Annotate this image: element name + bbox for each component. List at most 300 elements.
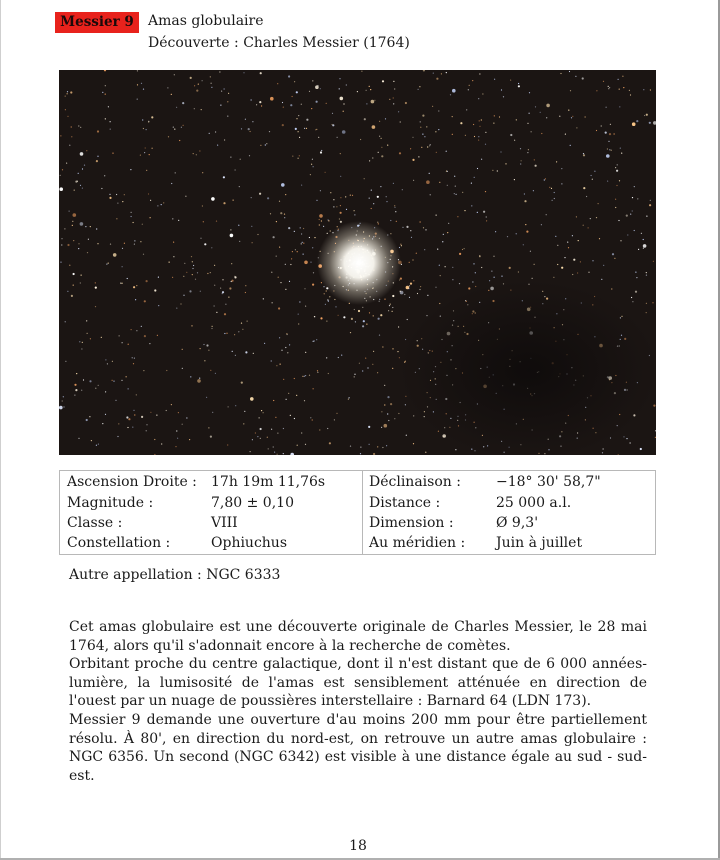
star (208, 427, 209, 428)
star (615, 199, 616, 200)
star (227, 116, 228, 117)
object-badge: Messier 9 (55, 12, 139, 33)
star (518, 271, 519, 272)
star (78, 438, 79, 439)
star (128, 418, 130, 420)
star (653, 405, 655, 407)
star (64, 228, 65, 229)
star (158, 305, 159, 306)
star (429, 173, 430, 174)
star (571, 117, 572, 118)
star (646, 216, 647, 217)
star (361, 71, 362, 72)
star (439, 182, 440, 183)
star (113, 381, 114, 382)
star (546, 104, 550, 108)
star (379, 301, 380, 302)
star (384, 424, 388, 428)
star (609, 133, 611, 135)
star (319, 429, 320, 430)
star (351, 318, 353, 320)
star (377, 222, 378, 223)
star (313, 388, 314, 389)
star (328, 301, 329, 302)
star (228, 93, 229, 94)
star (309, 375, 310, 376)
star (67, 116, 68, 117)
star (482, 93, 483, 94)
star (80, 127, 81, 128)
star (184, 263, 185, 264)
star (282, 102, 283, 103)
star (143, 89, 144, 90)
star (429, 145, 430, 146)
star (226, 333, 227, 334)
star (304, 400, 305, 401)
star (128, 344, 129, 345)
star (621, 153, 622, 154)
star (279, 247, 280, 248)
star (411, 237, 412, 238)
star (384, 299, 385, 300)
star (326, 357, 327, 358)
star (136, 285, 137, 286)
star (225, 304, 226, 305)
star (405, 102, 407, 104)
star (525, 224, 526, 225)
star (390, 304, 391, 305)
star (173, 127, 174, 128)
star (230, 157, 231, 158)
star (265, 144, 266, 145)
star (413, 415, 414, 416)
star (240, 159, 241, 160)
star (182, 102, 184, 104)
star (294, 81, 295, 82)
star (620, 240, 621, 241)
star (649, 122, 651, 124)
star (298, 314, 299, 315)
star (627, 234, 628, 235)
star (388, 420, 389, 421)
star (554, 192, 555, 193)
object-type: Amas globulaire (148, 13, 264, 29)
page-number: 18 (349, 838, 367, 854)
star (454, 176, 455, 177)
star (608, 88, 609, 89)
star (292, 251, 293, 252)
star (615, 167, 616, 168)
star (435, 287, 436, 288)
star (270, 97, 274, 101)
star (296, 118, 297, 119)
star (285, 194, 286, 195)
star-field-image (59, 70, 656, 455)
star (514, 140, 515, 141)
star (598, 203, 599, 204)
star (69, 211, 70, 212)
star (377, 196, 379, 198)
star (646, 303, 647, 304)
star (637, 198, 638, 199)
star (426, 180, 430, 184)
star (618, 79, 619, 80)
star (596, 130, 597, 131)
star (448, 223, 449, 224)
value-right-ascension: 17h 19m 11,76s (211, 474, 326, 490)
star (601, 279, 602, 280)
star (459, 253, 461, 255)
star (80, 282, 81, 283)
star (214, 265, 215, 266)
star (358, 310, 360, 312)
star (420, 221, 421, 222)
star (382, 80, 384, 82)
star (439, 303, 440, 304)
star (386, 196, 387, 197)
star (200, 238, 201, 239)
star (371, 190, 372, 191)
star (373, 315, 374, 316)
star (386, 201, 387, 202)
star (83, 379, 84, 380)
star (395, 211, 396, 212)
star (483, 211, 485, 213)
star (210, 370, 211, 371)
star (348, 399, 349, 400)
star (118, 423, 119, 424)
star (84, 165, 85, 166)
alternate-designation: Autre appellation : NGC 6333 (69, 567, 281, 583)
star (394, 207, 395, 208)
star (631, 297, 632, 298)
star (535, 165, 537, 167)
star (471, 205, 472, 206)
star (381, 155, 383, 157)
star (572, 274, 573, 275)
star (81, 390, 82, 391)
star (452, 89, 456, 93)
star (74, 395, 75, 396)
star (230, 234, 234, 238)
star (390, 403, 392, 405)
star (399, 152, 401, 154)
star (585, 116, 586, 117)
star (178, 412, 179, 413)
star (501, 276, 502, 277)
value-class: VIII (211, 515, 238, 531)
star (116, 194, 117, 195)
star (328, 220, 329, 221)
star (78, 125, 79, 126)
star (559, 116, 560, 117)
star (369, 444, 370, 445)
star (71, 136, 72, 137)
star (393, 97, 394, 98)
discovery-line: Découverte : Charles Messier (1764) (148, 35, 410, 51)
star (468, 287, 470, 289)
star (551, 188, 552, 189)
star (469, 85, 470, 86)
star (267, 437, 268, 438)
star (494, 277, 495, 278)
star (432, 106, 433, 107)
star (283, 107, 284, 108)
star (171, 183, 172, 184)
info-table-divider (362, 471, 363, 554)
star (362, 370, 363, 371)
star (481, 119, 482, 120)
star (343, 111, 344, 112)
star (425, 452, 426, 453)
value-magnitude: 7,80 ± 0,10 (211, 495, 294, 511)
star (546, 214, 547, 215)
star (290, 104, 292, 106)
star (583, 154, 585, 156)
star (407, 319, 408, 320)
star (135, 299, 136, 300)
star (285, 289, 286, 290)
star (382, 447, 383, 448)
star (312, 80, 313, 81)
star (102, 423, 103, 424)
star (174, 129, 175, 130)
star (316, 101, 318, 103)
star (381, 427, 382, 428)
star (283, 428, 284, 429)
star (397, 351, 398, 352)
star (222, 291, 224, 293)
star (557, 245, 558, 246)
star (632, 197, 633, 198)
star (611, 150, 612, 151)
star (436, 215, 437, 216)
star (136, 394, 137, 395)
star (389, 305, 390, 306)
star (102, 92, 103, 93)
star (279, 337, 280, 338)
star (394, 88, 395, 89)
star (596, 90, 597, 91)
label-meridian: Au méridien : (369, 535, 466, 551)
star (555, 236, 556, 237)
star (132, 357, 133, 358)
star (450, 94, 451, 95)
star (126, 416, 128, 418)
star (98, 444, 99, 445)
star (326, 321, 327, 322)
star (260, 438, 261, 439)
star (245, 285, 246, 286)
star (494, 79, 495, 80)
star (413, 280, 414, 281)
star (646, 275, 647, 276)
star (294, 378, 295, 379)
star (341, 355, 342, 356)
star (404, 294, 405, 295)
star (298, 158, 299, 159)
star (561, 168, 562, 169)
star (493, 256, 494, 257)
star (357, 91, 358, 92)
star (541, 224, 542, 225)
value-constellation: Ophiuchus (211, 535, 288, 551)
star (535, 106, 536, 107)
star (128, 388, 129, 389)
star (523, 244, 524, 245)
star (86, 150, 87, 151)
star (80, 185, 81, 186)
star (232, 351, 233, 352)
star (87, 333, 88, 334)
star (611, 288, 612, 289)
star (280, 364, 281, 365)
star (69, 265, 70, 266)
star (105, 414, 106, 415)
star (452, 279, 453, 280)
star (381, 411, 382, 412)
star (606, 107, 607, 108)
star (494, 115, 495, 116)
star (271, 429, 272, 430)
star (609, 149, 610, 150)
star (614, 133, 615, 134)
star (392, 295, 394, 297)
star (612, 253, 614, 255)
star (197, 272, 198, 273)
star (204, 360, 205, 361)
info-table (59, 470, 656, 555)
star (354, 376, 355, 377)
star (299, 301, 300, 302)
star (332, 124, 334, 126)
star (126, 376, 127, 377)
star (257, 234, 258, 235)
star (380, 314, 382, 316)
star (119, 335, 120, 336)
star (288, 75, 290, 77)
star (369, 86, 370, 87)
star (418, 89, 419, 90)
star (133, 222, 134, 223)
star (620, 148, 621, 149)
star (133, 410, 134, 411)
star (493, 123, 494, 124)
star (181, 127, 182, 128)
star (222, 279, 223, 280)
star (132, 427, 133, 428)
star (311, 108, 312, 109)
star (235, 169, 236, 170)
star (214, 305, 215, 306)
star (459, 283, 460, 284)
star (474, 177, 475, 178)
star (329, 296, 330, 297)
star (217, 145, 218, 146)
star (144, 152, 145, 153)
star (299, 137, 300, 138)
star (105, 391, 106, 392)
star (149, 343, 150, 344)
star (385, 118, 386, 119)
star (133, 286, 135, 288)
star (333, 199, 334, 200)
star (305, 444, 306, 445)
star (354, 210, 355, 211)
label-declination: Déclinaison : (369, 474, 461, 490)
star (316, 200, 317, 201)
star (259, 417, 260, 418)
star (281, 350, 282, 351)
star (101, 337, 102, 338)
star (399, 357, 400, 358)
star (572, 116, 573, 117)
star (243, 423, 244, 424)
star (227, 101, 228, 102)
star (618, 220, 619, 221)
star (603, 265, 604, 266)
star (552, 200, 553, 201)
star (416, 253, 417, 254)
star (143, 254, 144, 255)
star (479, 73, 480, 74)
star (419, 86, 420, 87)
star (152, 148, 153, 149)
star (446, 171, 447, 172)
star (137, 70, 138, 71)
star (374, 100, 375, 101)
star (110, 244, 111, 245)
star (606, 154, 610, 158)
star (298, 323, 299, 324)
star (190, 376, 191, 377)
star (336, 413, 337, 414)
star (636, 277, 637, 278)
star (197, 379, 201, 383)
star (283, 453, 284, 454)
star (109, 194, 110, 195)
star (477, 212, 478, 213)
value-meridian: Juin à juillet (496, 535, 583, 551)
star (527, 152, 528, 153)
star (540, 112, 541, 113)
star (568, 110, 569, 111)
star (291, 258, 292, 259)
star (130, 169, 131, 170)
star (499, 116, 500, 117)
star (619, 89, 620, 90)
star (366, 324, 367, 325)
star (412, 159, 414, 161)
star (271, 360, 272, 361)
star (75, 181, 77, 183)
star (503, 96, 504, 97)
star (464, 248, 465, 249)
star (229, 287, 231, 289)
star (370, 89, 371, 90)
star (168, 136, 169, 137)
star (629, 90, 630, 91)
star (607, 148, 608, 149)
star (473, 263, 474, 264)
star (175, 446, 176, 447)
star (373, 453, 375, 455)
star (472, 80, 473, 81)
star (301, 185, 302, 186)
star (386, 445, 387, 446)
star (189, 439, 190, 440)
star (202, 205, 203, 206)
